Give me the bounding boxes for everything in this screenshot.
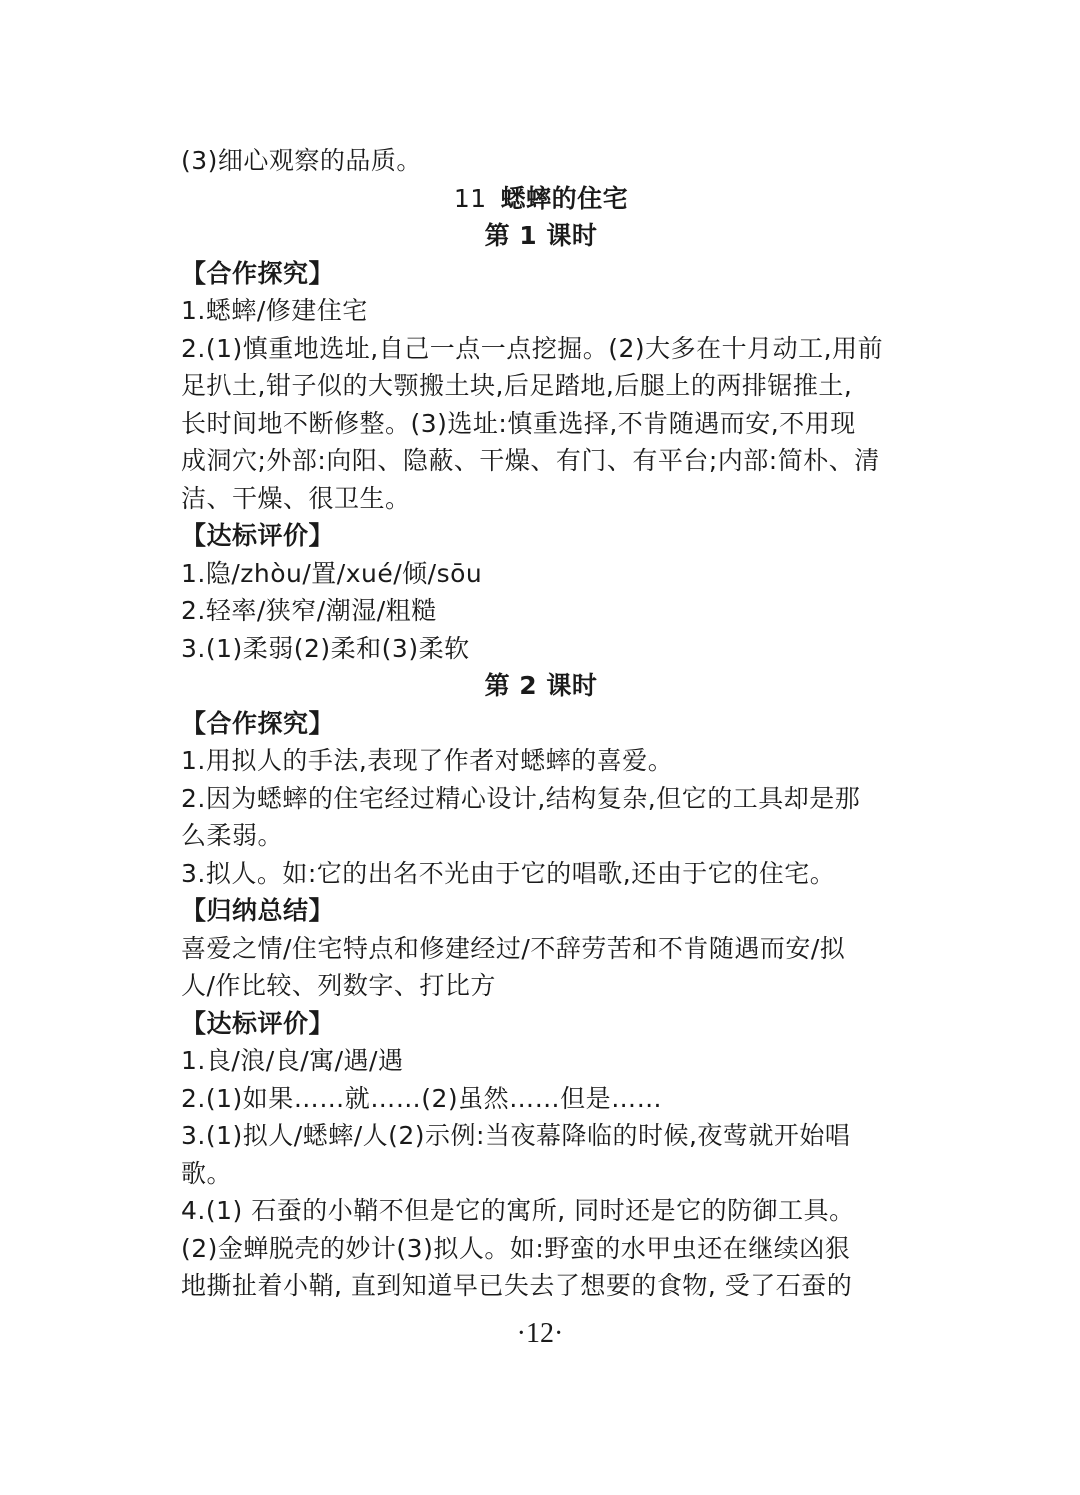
text-line: 2.(1)如果……就……(2)虽然……但是……: [181, 1083, 663, 1113]
text-line: 4.(1) 石蚕的小鞘不但是它的寓所, 同时还是它的防御工具。: [181, 1196, 855, 1225]
lesson1-evaluate-heading: 【达标评价】: [181, 521, 335, 550]
lesson1-explore-heading: 【合作探究】: [181, 258, 335, 288]
text-line: 洁、干燥、很卫生。: [181, 483, 411, 513]
text-line: 1.用拟人的手法,表现了作者对蟋蟀的喜爱。: [181, 746, 674, 775]
text-line: 1.蟋蟀/修建住宅: [181, 296, 368, 325]
text-line: 成洞穴;外部:向阳、隐蔽、干燥、有门、有平台;内部:简朴、清: [181, 446, 880, 475]
text-line: 2.因为蟋蟀的住宅经过精心设计,结构复杂,但它的工具却是那: [181, 783, 861, 813]
text-line: 3.(1)柔弱(2)柔和(3)柔软: [181, 633, 470, 663]
text-line: 喜爱之情/住宅特点和修建经过/不辞劳苦和不肯随遇而安/拟: [181, 933, 846, 963]
text-line: (2)金蝉脱壳的妙计(3)拟人。如:野蛮的水甲虫还在继续凶狠: [181, 1233, 851, 1263]
text-line: 2.(1)慎重地选址,自己一点一点挖掘。(2)大多在十月动工,用前: [181, 333, 884, 363]
text-line: 足扒土,钳子似的大颚搬土块,后足踏地,后腿上的两排锯推土,: [181, 371, 853, 400]
lesson2-summary-heading: 【归纳总结】: [181, 896, 335, 925]
text-line: 地撕扯着小鞘, 直到知道早已失去了想要的食物, 受了石蚕的: [181, 1271, 853, 1300]
lesson2-evaluate-heading: 【达标评价】: [181, 1008, 335, 1038]
text-line: 歌。: [181, 1158, 233, 1188]
lesson2-explore-heading: 【合作探究】: [181, 708, 335, 738]
page-number: ·12·: [516, 1318, 564, 1349]
text-line: 1.隐/zhòu/置/xué/倾/sōu: [181, 558, 483, 588]
chapter-number: 11: [453, 183, 487, 213]
text-line: 2.轻率/狭窄/潮湿/粗糙: [181, 596, 437, 625]
text-line: 人/作比较、列数字、打比方: [181, 971, 496, 1000]
intro-line: (3)细心观察的品质。: [181, 146, 422, 175]
text-line: 3.(1)拟人/蟋蟀/人(2)示例:当夜幕降临的时候,夜莺就开始唱: [181, 1121, 851, 1150]
page-content: [181, 142, 901, 1305]
chapter-title-text: 蟋蟀的住宅: [500, 183, 629, 213]
text-line: 3.拟人。如:它的出名不光由于它的唱歌,还由于它的住宅。: [181, 858, 836, 888]
text-line: 1.良/浪/良/寓/遇/遇: [181, 1046, 404, 1075]
lesson1-heading: 第 1 课时: [484, 221, 598, 250]
lesson2-heading: 第 2 课时: [484, 671, 598, 700]
text-line: 么柔弱。: [181, 821, 284, 850]
chapter-title: [181, 180, 901, 218]
text-line: 长时间地不断修整。(3)选址:慎重选择,不肯随遇而安,不用现: [181, 408, 856, 438]
